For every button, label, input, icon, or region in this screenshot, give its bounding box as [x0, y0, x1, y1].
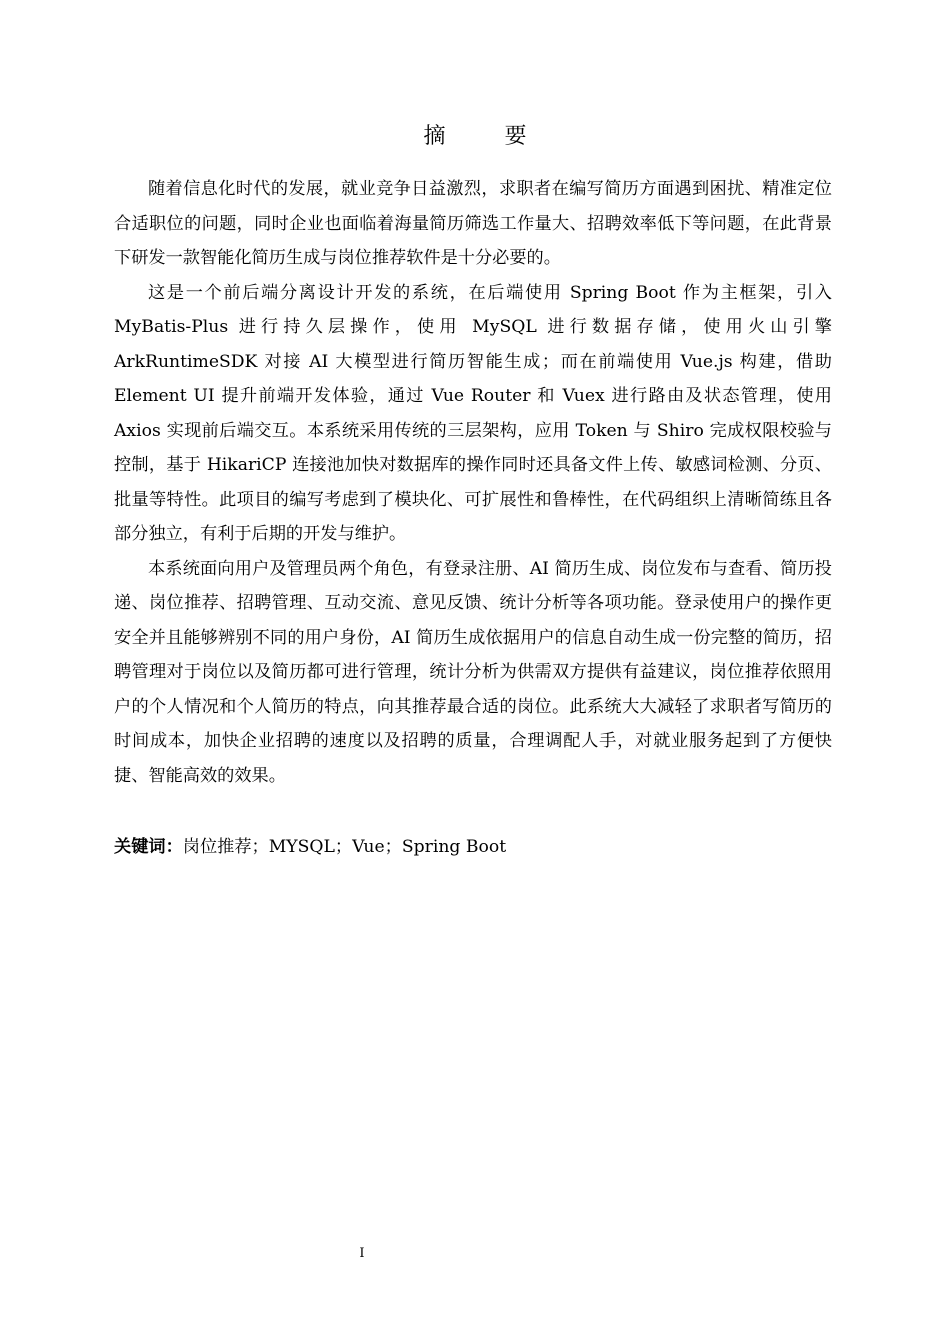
- keywords-value: 岗位推荐；MYSQL；Vue；Spring Boot: [182, 837, 507, 857]
- abstract-paragraph-2: 这是一个前后端分离设计开发的系统，在后端使用 Spring Boot 作为主框架，引入 MyBatis-Plus 进行持久层操作，使用 MySQL 进行数据存储，使用火山引擎 ArkRuntimeSDK 对接 AI 大模型进行简历智能生成；而在前端使用 Vue.js 构建，借助 Element UI 提升前端开发体验，通过 Vue Router 和 Vuex 进行路由及状态管理，使用 Axios 实现前后端交互。本系统采用传统的三层架构，应用 Token 与 Shiro 完成权限校验与控制，基于 HikariCP 连接池加快对数据库的操作同时还具备文件上传、敏感词检测、分页、批量等特性。此项目的编写考虑到了模块化、可扩展性和鲁棒性，在代码组织上清晰简练且各部分独立，有利于后期的开发与维护。: [114, 282, 832, 544]
- keywords-label: 关键词：: [114, 837, 183, 857]
- page-number: I: [359, 1246, 365, 1261]
- abstract-paragraph-1: 随着信息化时代的发展，就业竞争日益激烈，求职者在编写简历方面遇到困扰、精准定位合适职位的问题，同时企业也面临着海量简历筛选工作量大、招聘效率低下等问题，在此背景下研发一款智能化简历生成与岗位推荐软件是十分必要的。: [114, 179, 832, 268]
- abstract-paragraph-3: 本系统面向用户及管理员两个角色，有登录注册、AI 简历生成、岗位发布与查看、简历投递、岗位推荐、招聘管理、互动交流、意见反馈、统计分析等各项功能。登录使用户的操作更安全并且能够辨别不同的用户身份，AI 简历生成依据用户的信息自动生成一份完整的简历，招聘管理对于岗位以及简历都可进行管理，统计分析为供需双方提供有益建议，岗位推荐依照用户的个人情况和个人简历的特点，向其推荐最合适的岗位。此系统大大减轻了求职者写简历的时间成本，加快企业招聘的速度以及招聘的质量，合理调配人手，对就业服务起到了方便快捷、智能高效的效果。: [114, 558, 832, 786]
- abstract-title: 摘 要: [423, 124, 553, 149]
- abstract-body: [114, 172, 832, 793]
- keywords-line: [114, 832, 506, 862]
